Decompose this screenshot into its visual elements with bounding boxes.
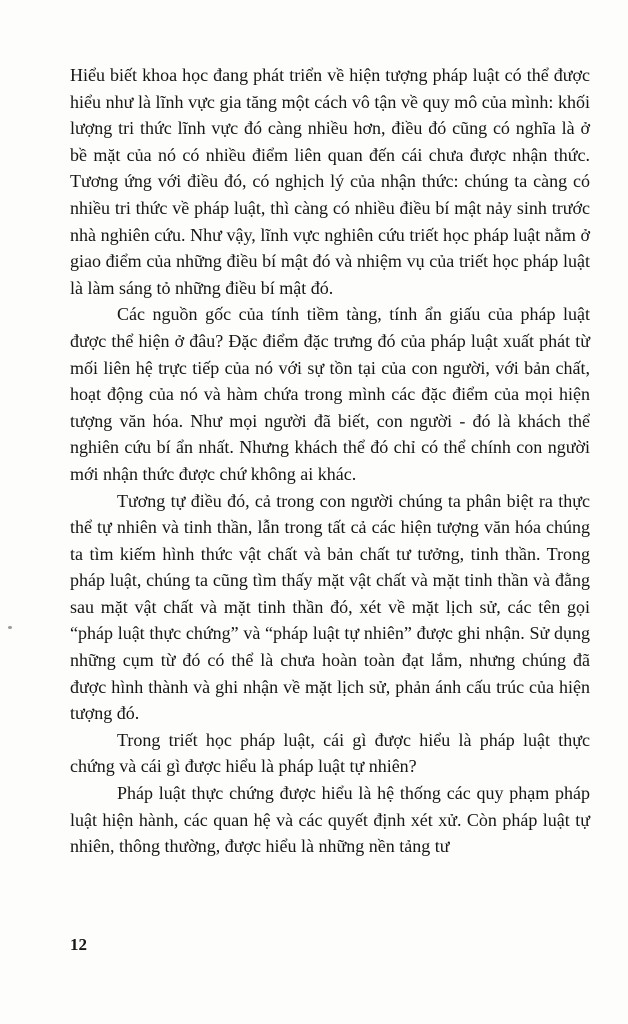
paragraph-4: Trong triết học pháp luật, cái gì được hiểu là pháp luật thực chứng và cái gì được hiểu là pháp luật tự nhiên? (70, 729, 590, 777)
body-text (70, 62, 590, 860)
paragraph-5: Pháp luật thực chứng được hiểu là hệ thống các quy phạm pháp luật hiện hành, các quan hệ và các quyết định xét xử. Còn pháp luật tự nhiên, thông thường, được hiểu là những nền tảng tư (70, 783, 590, 857)
scan-speck (8, 626, 12, 629)
paragraph-2: Các nguồn gốc của tính tiềm tàng, tính ẩn giấu của pháp luật được thể hiện ở đâu? Đặc điểm đặc trưng đó của pháp luật xuất phát từ mối liên hệ trực tiếp của nó với sự tồn tại của con người, với bản chất, hoạt động của nó và hàm chứa trong mình các đặc điểm của mọi hiện tượng văn hóa. Như mọi người đã biết, con người - đó là khách thể nghiên cứu bí ẩn nhất. Nhưng khách thể đó chỉ có thể chính con người mới nhận thức được chứ không ai khác. (70, 304, 590, 484)
paragraph-1: Hiểu biết khoa học đang phát triển về hiện tượng pháp luật có thể được hiểu như là lĩnh vực gia tăng một cách vô tận về quy mô của mình: khối lượng tri thức lĩnh vực đó càng nhiều hơn, điều đó cũng có nghĩa là ở bề mặt của nó có nhiều điểm liên quan đến cái chưa được nhận thức. Tương ứng với điều đó, có nghịch lý của nhận thức: chúng ta càng có nhiều tri thức về pháp luật, thì càng có nhiều điều bí mật nảy sinh trước nhà nghiên cứu. Như vậy, lĩnh vực nghiên cứu triết học pháp luật nằm ở giao điểm của những điều bí mật đó và nhiệm vụ của triết học pháp luật là làm sáng tỏ những điều bí mật đó. (70, 65, 590, 298)
page-number: 12 (70, 935, 87, 954)
paragraph-3: Tương tự điều đó, cả trong con người chúng ta phân biệt ra thực thể tự nhiên và tinh thần, lẫn trong tất cả các hiện tượng văn hóa chúng ta tìm kiếm hình thức vật chất và bản chất tư tưởng, tinh thần. Trong pháp luật, chúng ta cũng tìm thấy mặt vật chất và mặt tinh thần và đằng sau mặt vật chất và mặt tinh thần đó, xét về mặt lịch sử, các tên gọi “pháp luật thực chứng” và “pháp luật tự nhiên” được ghi nhận. Sử dụng những cụm từ đó có thể là chưa hoàn toàn đạt lắm, nhưng chúng đã được hình thành và ghi nhận về mặt lịch sử, phản ánh cấu trúc của hiện tượng đó. (70, 490, 590, 724)
